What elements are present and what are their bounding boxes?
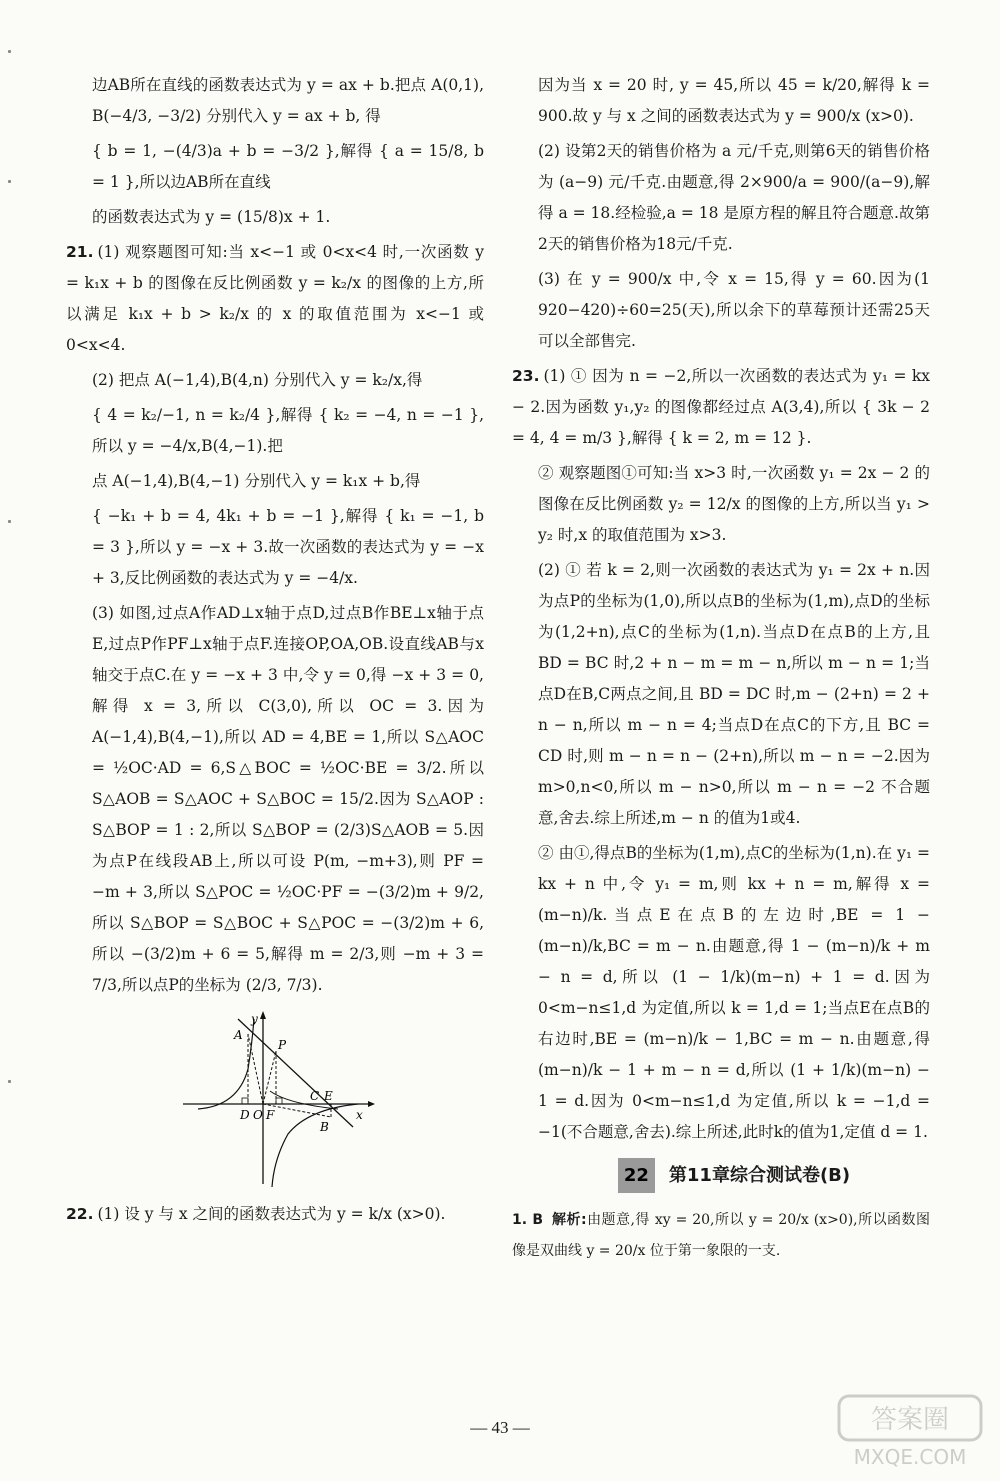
label-d: D (240, 1108, 250, 1122)
svg-text:答案圈: 答案圈 (870, 1405, 950, 1435)
label-f: F (266, 1108, 275, 1122)
margin-mark (8, 180, 11, 183)
svg-text:MXQE.COM: MXQE.COM (853, 1445, 967, 1469)
question-21 (66, 237, 484, 361)
answer-1-text: 由题意,得 xy = 20,所以 y = 20/x (x>0),所以函数图像是双曲线 y = 20/x 位于第一象限的一支. (512, 1212, 931, 1259)
label-a: A (234, 1028, 243, 1042)
q23-part2: (2) ① 若 k = 2,则一次函数的表达式为 y₁ = 2x + n.因为点P的坐标为(1,0),所以点B的坐标为(1,m),点D的坐标为(1,2+n),点C的坐标为(1,n).当点D在点B的上方,且 BD = BC 时,2 + n − m = m − n,所以 m − n = 1;当点D在B,C两点之间,且 BD = DC 时,m − (2+n) = 2 + n − n,所以 m − n = 4;当点D在点C的下方,且 BC = CD 时,则 m − n = n − (2+n),所以 m − n = −2.因为 m>0,n<0,所以 m − n>0,所以 m − n = −2 不合题意,舍去.综上所述,m − n 的值为1或4. (538, 561, 930, 827)
label-y: y (251, 1012, 258, 1026)
margin-mark (8, 50, 11, 53)
q21-part2-substitute: 点 A(−1,4),B(4,−1) 分别代入 y = k₁x + b,得 (92, 472, 421, 490)
page-number: — 43 — (470, 1418, 530, 1437)
section-title: 第11章综合测试卷(B) (668, 1165, 851, 1186)
section-badge: 22 (618, 1158, 655, 1193)
watermark-logo (835, 1392, 985, 1472)
left-paragraph-1: 边AB所在直线的函数表达式为 y = ax + b.把点 A(0,1), B(−4/3, −3/2) 分别代入 y = ax + b, 得 (92, 76, 484, 125)
answer-number: 1. B (512, 1212, 544, 1228)
question-number: 22. (66, 1205, 94, 1223)
label-e: E (324, 1089, 333, 1103)
question-number: 23. (512, 367, 540, 385)
q21-part3: (3) 如图,过点A作AD⊥x轴于点D,过点B作BE⊥x轴于点E,过点P作PF⊥x轴于点F.连接OP,OA,OB.设直线AB与x轴交于点C.在 y = −x + 3 中,令 y = 0,得 −x + 3 = 0,解得 x = 3,所以 C(3,0),所以 OC = 3.因为 A(−1,4),B(4,−1),所以 AD = 4,BE = 1,所以 S△AOC = ½OC·AD = 6,S△BOC = ½OC·BE = 3/2.所以 S△AOB = S△AOC + S△BOC = 15/2.因为 S△AOP : S△BOP = 1 : 2,所以 S△BOP = (2/3)S△AOB = 5.因为点P在线段AB上,所以可设 P(m, −m+3),则 PF = −m + 3,所以 S△POC = ½OC·PF = −(3/2)m + 9/2,所以 S△BOP = S△BOC + S△POC = −(3/2)m + 6,所以 −(3/2)m + 6 = 5,解得 m = 2/3,则 −m + 3 = 7/3,所以点P的坐标为 (2/3, 7/3). (92, 604, 484, 994)
hyperbola-diagram (178, 1009, 378, 1189)
left-column (66, 70, 484, 1234)
analysis-label: 解析: (552, 1212, 587, 1228)
left-paragraph-2: { b = 1, −(4/3)a + b = −3/2 },解得 { a = 15/8, b = 1 },所以边AB所在直线 (92, 142, 484, 191)
label-p: P (278, 1038, 287, 1052)
label-b: B (320, 1120, 329, 1134)
q23-part2-2: ② 由①,得点B的坐标为(1,m),点C的坐标为(1,n).在 y₁ = kx + n 中,令 y₁ = m,则 kx + n = m,解得 x = (m−n)/k.当点E在点B的左边时,BE = 1 − (m−n)/k,BC = m − n.由题意,得 1 − (m−n)/k + m − n = d,所以 (1 − 1/k)(m−n) + 1 = d.因为 0<m−n≤1,d 为定值,所以 k = 1,d = 1;当点E在点B的右边时,BE = (m−n)/k − 1,BC = m − n.由题意,得 (m−n)/k − 1 + m − n = d,所以 (1 + 1/k)(m−n) − 1 = d.因为 0<m−n≤1,d 为定值,所以 k = −1,d = −1(不合题意,舍去).综上所述,此时k的值为1,定值 d = 1. (538, 844, 930, 1141)
left-paragraph-3: 的函数表达式为 y = (15/8)x + 1. (92, 208, 331, 226)
label-o: O (253, 1108, 263, 1122)
section-heading (538, 1158, 930, 1193)
q21-part1: (1) 观察题图可知:当 x<−1 或 0<x<4 时,一次函数 y = k₁x + b 的图像在反比例函数 y = k₂/x 的图像的上方,所以满足 k₁x + b > k₂/x 的 x 的取值范围为 x<−1 或 0<x<4. (66, 243, 484, 354)
q23-part1-2: ② 观察题图①可知:当 x>3 时,一次函数 y₁ = 2x − 2 的图像在反比例函数 y₂ = 12/x 的图像的上方,所以当 y₁ > y₂ 时,x 的取值范围为 x>3. (538, 464, 930, 544)
q22-part2: (2) 设第2天的销售价格为 a 元/千克,则第6天的销售价格为 (a−9) 元/千克.由题意,得 2×900/a = 900/(a−9),解得 a = 18.经检验,a = 18 是原方程的解且符合题意.故第2天的销售价格为18元/千克. (538, 142, 930, 253)
q23-part1: (1) ① 因为 n = −2,所以一次函数的表达式为 y₁ = kx − 2.因为函数 y₁,y₂ 的图像都经过点 A(3,4),所以 { 3k − 2 = 4, 4 = m/3 },解得 { k = 2, m = 12 }. (512, 367, 930, 447)
geometry-figure (178, 1009, 378, 1189)
q22-continued: 因为当 x = 20 时, y = 45,所以 45 = k/20,解得 k = 900.故 y 与 x 之间的函数表达式为 y = 900/x (x>0). (538, 76, 930, 125)
q21-part2: (2) 把点 A(−1,4),B(4,n) 分别代入 y = k₂/x,得 (92, 371, 423, 389)
margin-mark (8, 1080, 11, 1083)
question-22 (66, 1199, 484, 1230)
q22-part3: (3) 在 y = 900/x 中,令 x = 15,得 y = 60.因为(1 920−420)÷60=25(天),所以余下的草莓预计还需25天可以全部售完. (538, 270, 930, 350)
question-number: 21. (66, 243, 94, 261)
margin-mark (8, 520, 11, 523)
q21-part2-system: { 4 = k₂/−1, n = k₂/4 },解得 { k₂ = −4, n = −1 },所以 y = −4/x,B(4,−1).把 (92, 406, 484, 455)
question-23 (512, 361, 930, 454)
q22-part1: (1) 设 y 与 x 之间的函数表达式为 y = k/x (x>0). (97, 1205, 446, 1223)
q21-part2-result: { −k₁ + b = 4, 4k₁ + b = −1 },解得 { k₁ = −1, b = 3 },所以 y = −x + 3.故一次函数的表达式为 y = −x + 3,反比例函数的表达式为 y = −4/x. (92, 507, 484, 587)
label-x: x (356, 1108, 363, 1122)
right-column (512, 70, 931, 1271)
label-c: C (310, 1089, 320, 1103)
answer-1 (512, 1205, 930, 1267)
